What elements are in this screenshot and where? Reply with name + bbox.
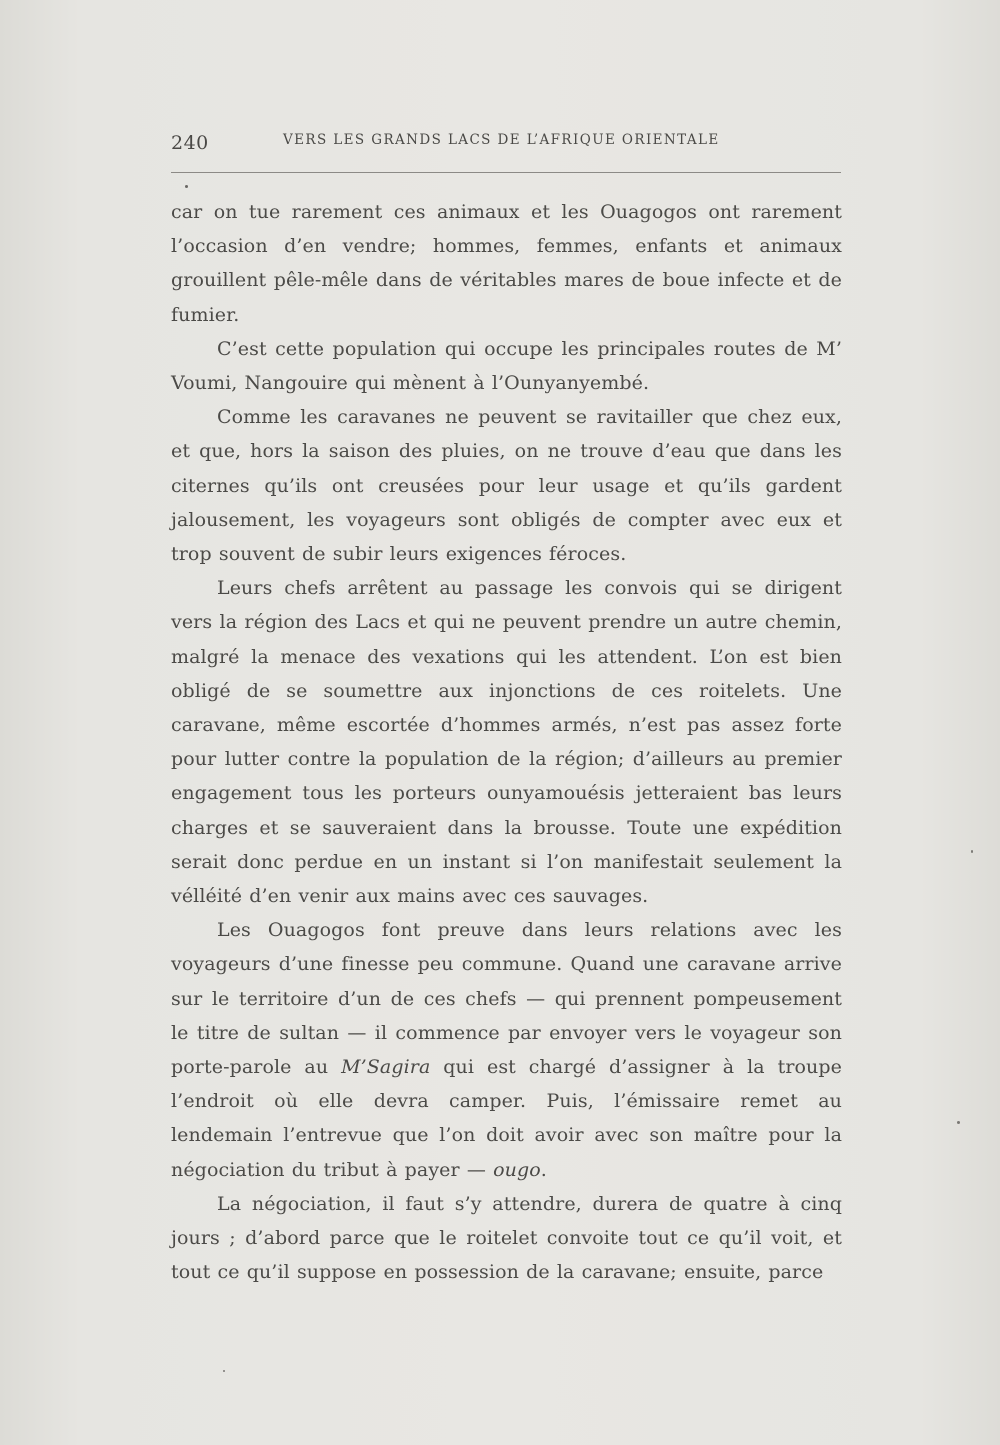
paragraph-text: . (540, 1158, 547, 1181)
paragraph-continued: car on tue rarement ces animaux et les Ouagogos ont rarement l’occasion d’en vendre; hommes, femmes, enfants et animaux grouillent pêle-mêle dans de véritables mares de boue infecte et de fumier. (171, 201, 842, 326)
running-title: VERS LES GRANDS LACS DE L’AFRIQUE ORIENTALE (283, 132, 720, 148)
body-text (171, 195, 842, 1290)
ink-speck (971, 850, 973, 853)
paragraph: Comme les caravanes ne peuvent se ravitailler que chez eux, et que, hors la saison des pluies, on ne trouve d’eau que dans les citernes qu’ils ont creusées pour leur usage et qu’ils gardent jalousement, les voyageurs sont obligés de compter avec eux et trop souvent de subir leurs exigences féroces. (171, 406, 842, 566)
header-rule (171, 172, 841, 173)
ink-speck (185, 185, 188, 188)
ink-speck (957, 1121, 960, 1124)
paragraph (171, 913, 842, 1187)
page-header (171, 128, 841, 162)
paragraph: Leurs chefs arrêtent au passage les convois qui se dirigent vers la région des Lacs et qui ne peuvent prendre un autre chemin, malgré la menace des vexations qui les attendent. L’on est bien obligé de se soumettre aux injonctions de ces roitelets. Une caravane, même escortée d’hommes armés, n’est pas assez forte pour lutter contre la population de la région; d’ailleurs au premier engagement tous les porteurs ounyamouésis jetteraient bas leurs charges et se sauveraient dans la brousse. Toute une expédition serait donc perdue en un instant si l’on manifestait seulement la vélléité d’en venir aux mains avec ces sauvages. (171, 577, 842, 908)
paragraph-text: Les Ouagogos font preuve dans leurs relations avec les voyageurs d’une finesse peu commune. Quand une caravane arrive sur le territoire d’un de ces chefs — qui prennent pompeusement le titre de sultan — il commence par envoyer vers le voyageur son porte-parole au (171, 919, 842, 1079)
ink-speck (223, 1370, 225, 1372)
page-number: 240 (171, 132, 209, 154)
paragraph-text: qui est chargé d’assigner à la troupe l’endroit où elle devra camper. Puis, l’émissaire remet au lendemain l’entrevue que l’on doit avoir avec son maître pour la négociation du tribut à payer — (171, 1056, 842, 1181)
italic-term: ougo (493, 1158, 541, 1181)
paragraph: C’est cette population qui occupe les principales routes de M’ Voumi, Nangouire qui mènent à l’Ounyanyembé. (171, 337, 842, 395)
italic-term: M’Sagira (341, 1056, 431, 1079)
paragraph-continues: La négociation, il faut s’y attendre, durera de quatre à cinq jours ; d’abord parce que le roitelet convoite tout ce qu’il voit, et tout ce qu’il suppose en possession de la caravane; ensuite, parce (171, 1192, 842, 1284)
